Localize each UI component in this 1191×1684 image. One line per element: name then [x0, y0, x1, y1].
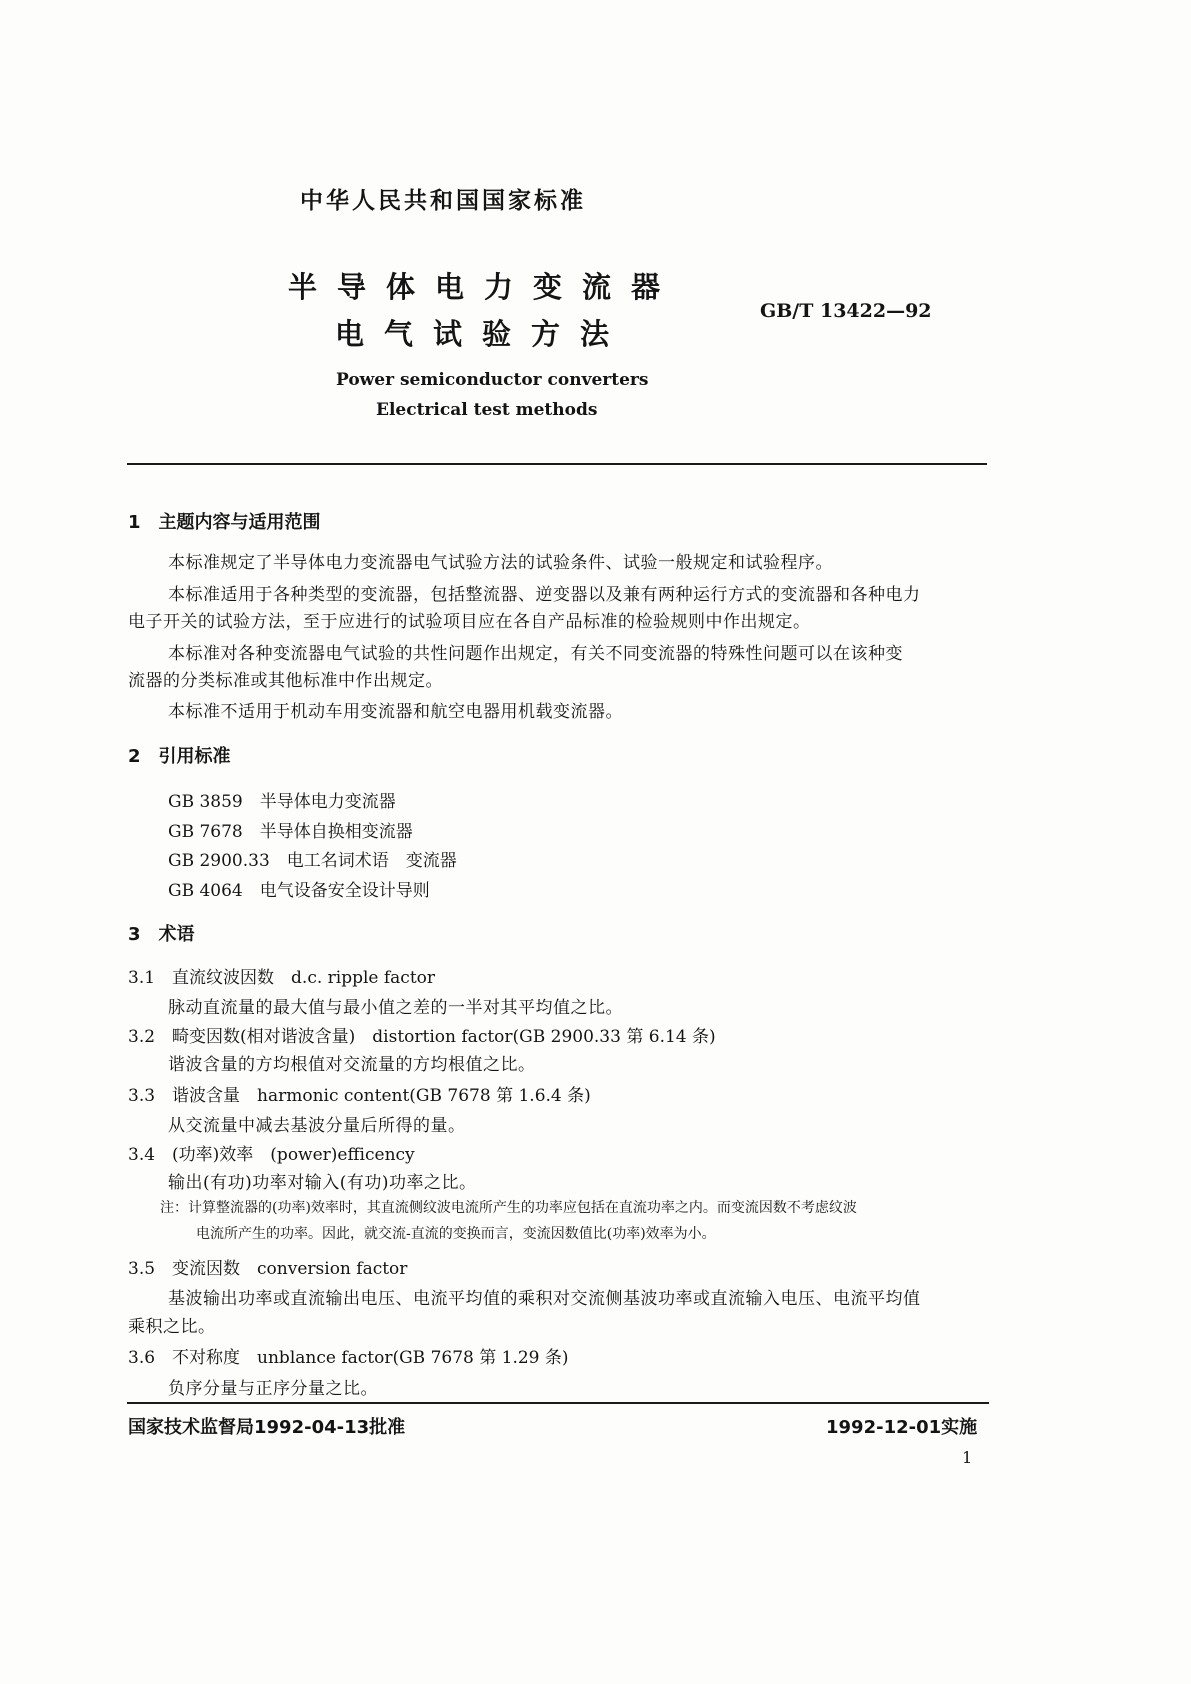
note-line: 注：计算整流器的(功率)效率时，其直流侧纹波电流所产生的功率应包括在直流功率之内。而变流因数不考虑纹波 [160, 1200, 857, 1216]
term-3-4: 3.4 (功率)效率 (power)efficency [128, 1145, 415, 1165]
approval-date: 国家技术监督局1992-04-13批准 [128, 1417, 406, 1438]
header-divider [127, 463, 987, 465]
reference-item: GB 2900.33 电工名词术语 变流器 [168, 851, 457, 871]
english-title-line-2: Electrical test methods [376, 400, 598, 420]
term-definition: 乘积之比。 [128, 1317, 216, 1337]
section-1-paragraph: 本标准不适用于机动车用变流器和航空电器用机载变流器。 [168, 702, 623, 722]
section-1-paragraph: 本标准对各种变流器电气试验的共性问题作出规定，有关不同变流器的特殊性问题可以在该种变 [168, 644, 903, 664]
term-3-2: 3.2 畸变因数(相对谐波含量) distortion factor(GB 2900.33 第 6.14 条) [128, 1027, 716, 1047]
section-1-paragraph: 流器的分类标准或其他标准中作出规定。 [128, 671, 443, 691]
section-3-heading: 3 术语 [128, 924, 195, 945]
reference-item: GB 3859 半导体电力变流器 [168, 792, 396, 812]
section-2-heading: 2 引用标准 [128, 746, 231, 767]
term-definition: 谐波含量的方均根值对交流量的方均根值之比。 [168, 1055, 536, 1075]
section-1-paragraph: 本标准规定了半导体电力变流器电气试验方法的试验条件、试验一般规定和试验程序。 [168, 553, 833, 573]
title-line-1: 半导体电力变流器 [288, 270, 681, 304]
term-definition: 脉动直流量的最大值与最小值之差的一半对其平均值之比。 [168, 998, 623, 1018]
term-definition: 从交流量中减去基波分量后所得的量。 [168, 1116, 466, 1136]
footer-divider [127, 1402, 989, 1404]
section-1-paragraph: 电子开关的试验方法，至于应进行的试验项目应在各自产品标准的检验规则中作出规定。 [128, 612, 811, 632]
page-number: 1 [962, 1448, 973, 1467]
reference-item: GB 7678 半导体自换相变流器 [168, 822, 413, 842]
term-3-1: 3.1 直流纹波因数 d.c. ripple factor [128, 968, 436, 988]
term-definition: 负序分量与正序分量之比。 [168, 1379, 378, 1399]
national-standard-label: 中华人民共和国国家标准 [300, 188, 586, 214]
term-definition: 基波输出功率或直流输出电压、电流平均值的乘积对交流侧基波功率或直流输入电压、电流平均值 [168, 1289, 921, 1309]
reference-item: GB 4064 电气设备安全设计导则 [168, 881, 430, 901]
standard-code: GB/T 13422—92 [760, 300, 932, 322]
effective-date: 1992-12-01实施 [826, 1417, 978, 1438]
section-1-paragraph: 本标准适用于各种类型的变流器，包括整流器、逆变器以及兼有两种运行方式的变流器和各种电力 [168, 585, 921, 605]
note-line: 电流所产生的功率。因此，就交流-直流的变换而言，变流因数值比(功率)效率为小。 [196, 1226, 716, 1242]
term-3-6: 3.6 不对称度 unblance factor(GB 7678 第 1.29 条) [128, 1348, 569, 1368]
term-3-3: 3.3 谐波含量 harmonic content(GB 7678 第 1.6.4 条) [128, 1086, 591, 1106]
term-3-5: 3.5 变流因数 conversion factor [128, 1259, 408, 1279]
section-1-heading: 1 主题内容与适用范围 [128, 512, 321, 533]
english-title-line-1: Power semiconductor converters [336, 370, 649, 390]
term-definition: 输出(有功)功率对输入(有功)功率之比。 [168, 1173, 477, 1193]
title-line-2: 电气试验方法 [335, 317, 630, 351]
